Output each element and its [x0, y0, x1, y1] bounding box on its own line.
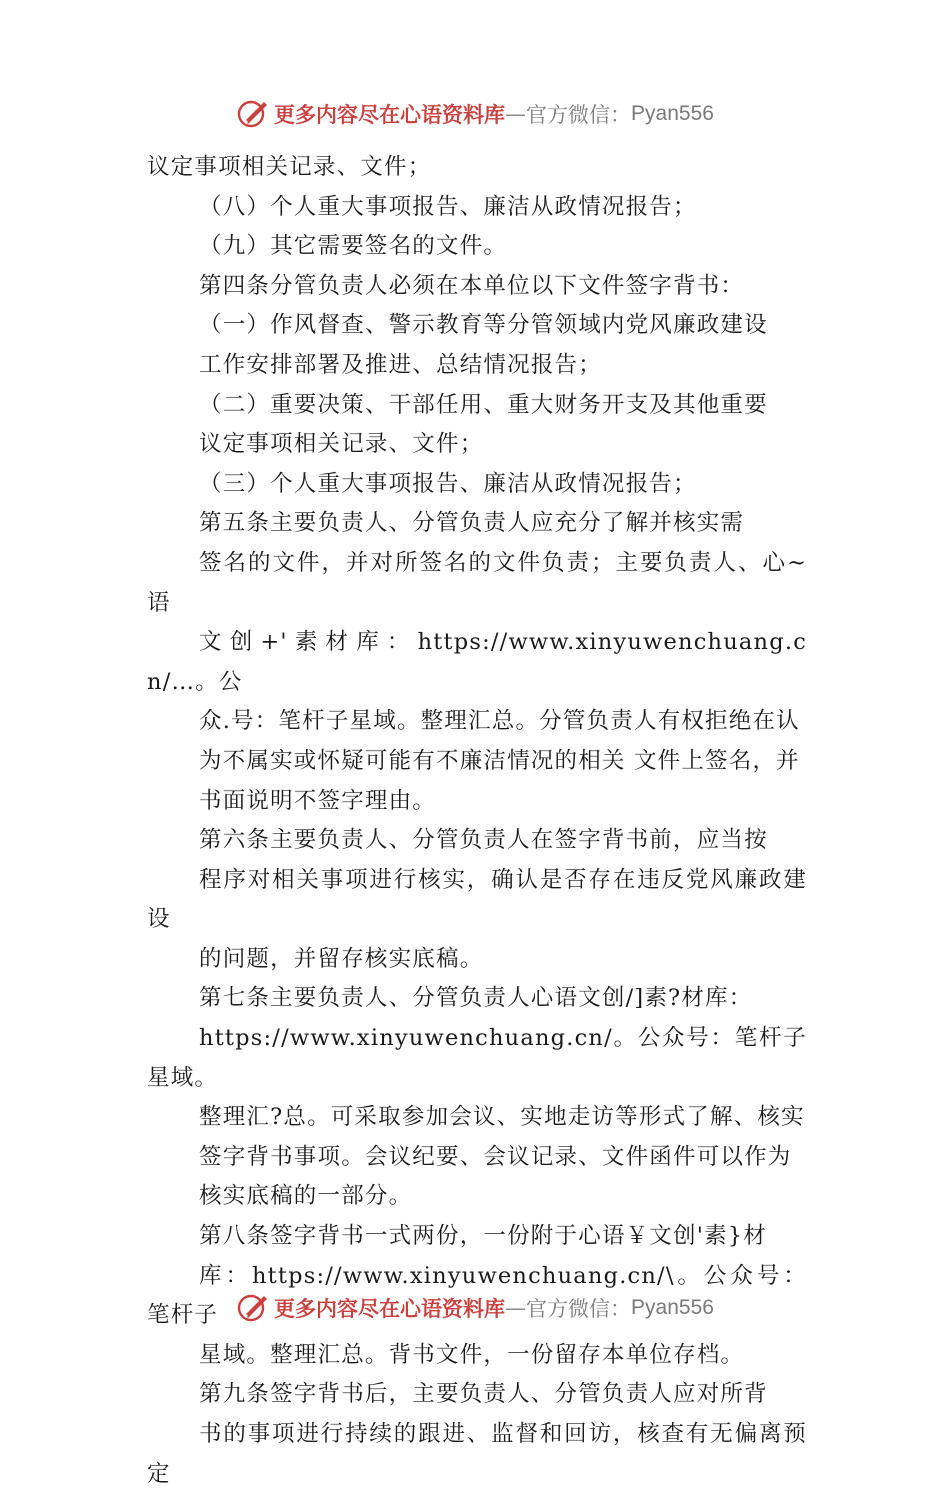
text-line: 众.号：笔杆子星域。整理汇总。分管负责人有权拒绝在认: [199, 708, 800, 735]
banner-separator: —: [505, 102, 527, 126]
paragraph: [147, 188, 807, 228]
text-line: 签字背书事项。会议纪要、会议记录、文件函件可以作为: [199, 1143, 792, 1170]
text-line: 书的事项进行持续的跟进、监督和回访，核查有无偏离预定: [147, 1421, 807, 1487]
text-line: 签名的文件，并对所签名的文件负责；主要负责人、心~语: [147, 549, 807, 616]
text-line: 程序对相关事项进行核实，确认是否存在违反党风廉政建设: [147, 866, 807, 933]
text-line: 为不属实或怀疑可能有不廉洁情况的相关 文件上签名，并: [199, 747, 800, 774]
paragraph: [147, 504, 807, 821]
text-line: 工作安排部署及推进、总结情况报告；: [199, 351, 602, 378]
text-line: 第四条分管负责人必须在本单位以下文件签字背书：: [199, 272, 745, 299]
text-line: 书面说明不签字理由。: [199, 787, 437, 814]
banner-main-text: 更多内容尽在心语资料库: [274, 1296, 506, 1321]
paragraph: [147, 979, 807, 1217]
paragraph: [147, 1375, 807, 1494]
text-line: 的问题，并留存核实底稿。: [199, 945, 484, 972]
text-line: 第八条签字背书一式两份，一份附于心语￥文创'素}材: [199, 1223, 768, 1250]
text-line: （一）作风督查、警示教育等分管领域内党风廉政建设: [199, 312, 768, 339]
banner-wechat-id: Pyan556: [631, 1296, 714, 1319]
header-banner: [0, 94, 950, 134]
text-line: 星域。整理汇总。背书文件，一份留存本单位存档。: [199, 1341, 745, 1368]
banner-wechat-label: 官方微信：: [526, 103, 632, 127]
text-line: 第九条签字背书后，主要负责人、分管负责人应对所背: [199, 1381, 768, 1408]
text-line: （三）个人重大事项报告、廉洁从政情况报告；: [199, 470, 697, 497]
text-line: 第七条主要负责人、分管负责人心语文创/]素?材库：: [199, 985, 753, 1012]
text-line: 议定事项相关记录、文件；: [199, 431, 484, 458]
text-line: 第五条主要负责人、分管负责人应充分了解并核实需: [199, 510, 745, 537]
banner-wechat-id: Pyan556: [631, 102, 714, 125]
text-line: 文创+'素材库：https://www.xinyuwenchuang.cn/…。公: [147, 629, 807, 695]
text-line: （二）重要决策、干部任用、重大财务开支及其他重要: [199, 391, 768, 418]
text-line: https://www.xinyuwenchuang.cn/。公众号：笔杆子星域。: [147, 1025, 807, 1091]
paragraph: [147, 267, 807, 307]
banner-separator: —: [505, 1296, 527, 1320]
pen-logo-icon: [236, 1291, 270, 1325]
text-line: 议定事项相关记录、文件；: [147, 154, 432, 180]
text-line: 核实底稿的一部分。: [199, 1183, 413, 1210]
banner-main-text: 更多内容尽在心语资料库: [274, 102, 506, 127]
paragraph: [147, 227, 807, 267]
text-line: 库：https://www.xinyuwenchuang.cn/\。公众号：笔杆子: [147, 1262, 807, 1329]
text-line: 第六条主要负责人、分管负责人在签字背书前，应当按: [199, 827, 768, 854]
paragraph: [147, 148, 807, 188]
paragraph: [147, 821, 807, 979]
text-line: 整理汇?总。可采取参加会议、实地走访等形式了解、核实: [199, 1104, 805, 1131]
banner-wechat-label: 官方微信：: [526, 1297, 632, 1321]
footer-banner: [0, 1288, 950, 1328]
text-line: （八）个人重大事项报告、廉洁从政情况报告；: [199, 193, 697, 220]
paragraph: [147, 306, 807, 385]
paragraph: [147, 386, 807, 465]
pen-logo-icon: [236, 97, 270, 131]
text-line: （九）其它需要签名的文件。: [199, 233, 508, 260]
paragraph: [147, 465, 807, 505]
